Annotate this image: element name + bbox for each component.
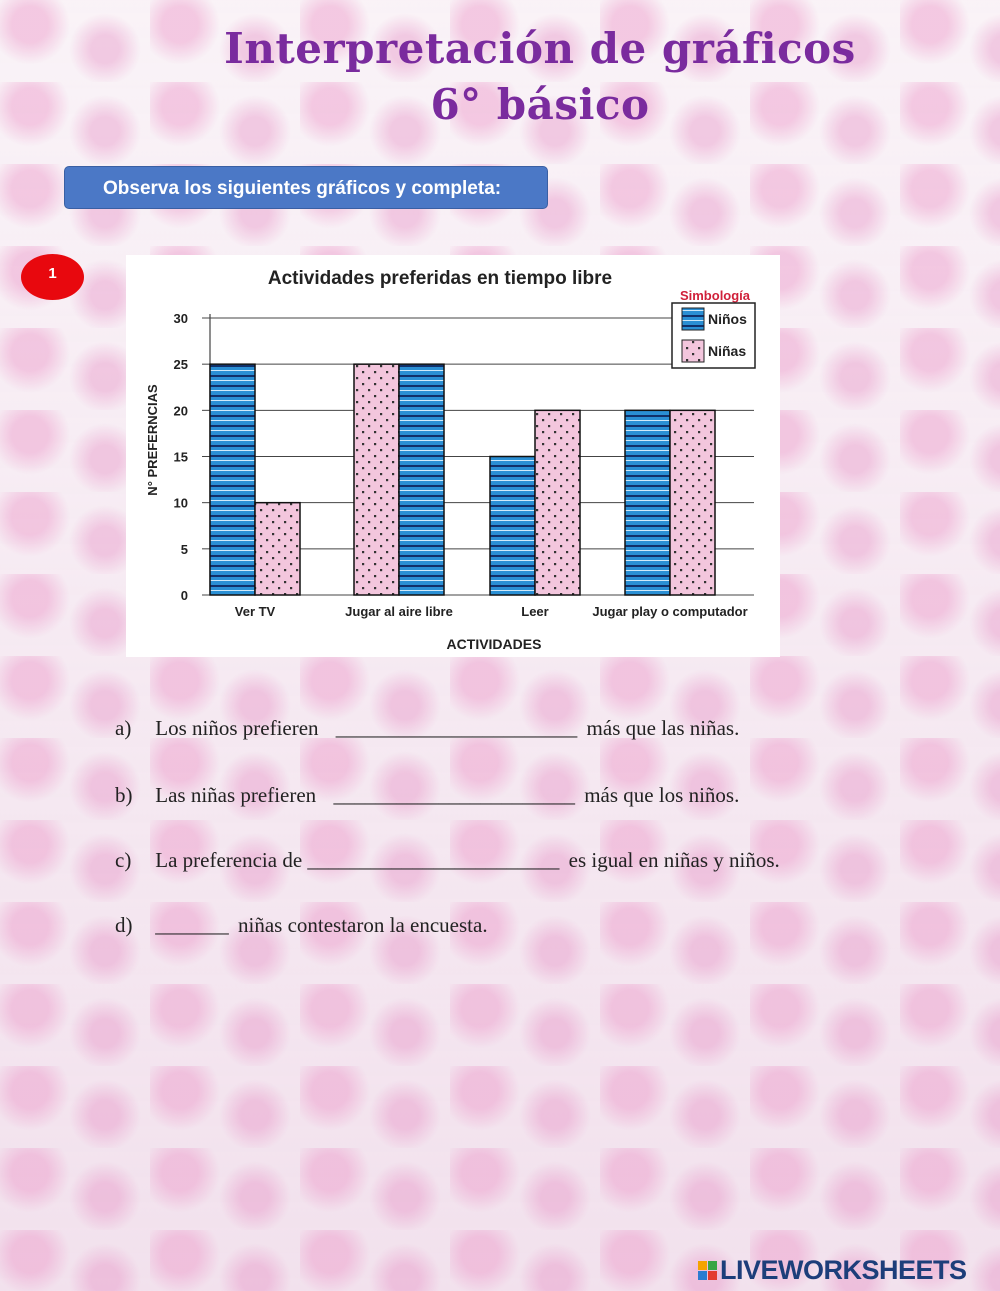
question-label: c)	[115, 848, 132, 872]
question-text: La preferencia de	[155, 848, 303, 872]
page-subtitle: 6° básico	[430, 80, 650, 129]
bar-ninas	[255, 503, 300, 595]
bar-ninos	[625, 410, 670, 595]
question-c	[115, 848, 780, 873]
question-label: b)	[115, 783, 133, 807]
legend	[672, 288, 755, 368]
liveworksheets-watermark	[698, 1255, 967, 1286]
answer-blank[interactable]: ________________________	[307, 848, 560, 872]
question-text-end: niñas contestaron la encuesta.	[238, 913, 488, 937]
liveworksheets-logo-icon	[698, 1261, 717, 1280]
instruction-banner: Observa los siguientes gráficos y completa:	[64, 166, 548, 209]
question-text-end: es igual en niñas y niños.	[568, 848, 780, 872]
y-tick-label: 25	[173, 357, 188, 373]
question-text: Las niñas prefieren	[155, 783, 317, 807]
question-label: a)	[115, 716, 132, 740]
x-axis-label: ACTIVIDADES	[446, 636, 542, 652]
question-a	[115, 716, 739, 741]
y-tick-label: 0	[180, 588, 188, 603]
watermark-text: LIVEWORKSHEETS	[720, 1255, 967, 1285]
question-text-end: más que los niños.	[584, 783, 740, 807]
legend-label-ninas: Niñas	[708, 343, 747, 359]
legend-swatch-ninos	[682, 308, 704, 330]
y-tick-label: 30	[173, 311, 188, 326]
answer-blank[interactable]: _______________________	[335, 716, 578, 740]
y-tick-label: 20	[173, 403, 188, 419]
exercise-number-badge: 1	[21, 254, 84, 300]
bar-chart	[126, 255, 780, 657]
answer-blank[interactable]: _______________________	[333, 783, 575, 807]
bar-ninas	[354, 364, 399, 595]
y-tick-label: 15	[173, 449, 188, 465]
page-title: Interpretación de gráficos	[224, 24, 856, 73]
question-d	[115, 913, 488, 938]
x-tick-label: Jugar al aire libre	[345, 604, 453, 619]
answer-blank[interactable]: _______	[155, 913, 229, 937]
question-text: Los niños prefieren	[155, 716, 319, 740]
question-b	[115, 783, 739, 808]
question-text-end: más que las niñas.	[586, 716, 740, 740]
bar-ninos	[399, 364, 444, 595]
y-tick-label: 10	[173, 495, 188, 511]
legend-title: Simbología	[679, 288, 751, 303]
x-tick-label: Jugar play o computador	[592, 604, 748, 619]
bar-ninos	[490, 457, 535, 596]
y-tick-label: 5	[180, 541, 188, 557]
legend-swatch-ninas	[682, 340, 704, 362]
question-label: d)	[115, 913, 133, 937]
legend-label-ninos: Niños	[708, 311, 747, 327]
chart-title: Actividades preferidas en tiempo libre	[267, 268, 613, 289]
x-tick-label: Ver TV	[234, 604, 276, 619]
bar-ninos	[210, 364, 255, 595]
y-axis-label: N° PREFERNCIAS	[145, 384, 160, 496]
bar-ninas	[670, 410, 715, 595]
bar-ninas	[535, 410, 580, 595]
x-tick-label: Leer	[521, 604, 549, 619]
